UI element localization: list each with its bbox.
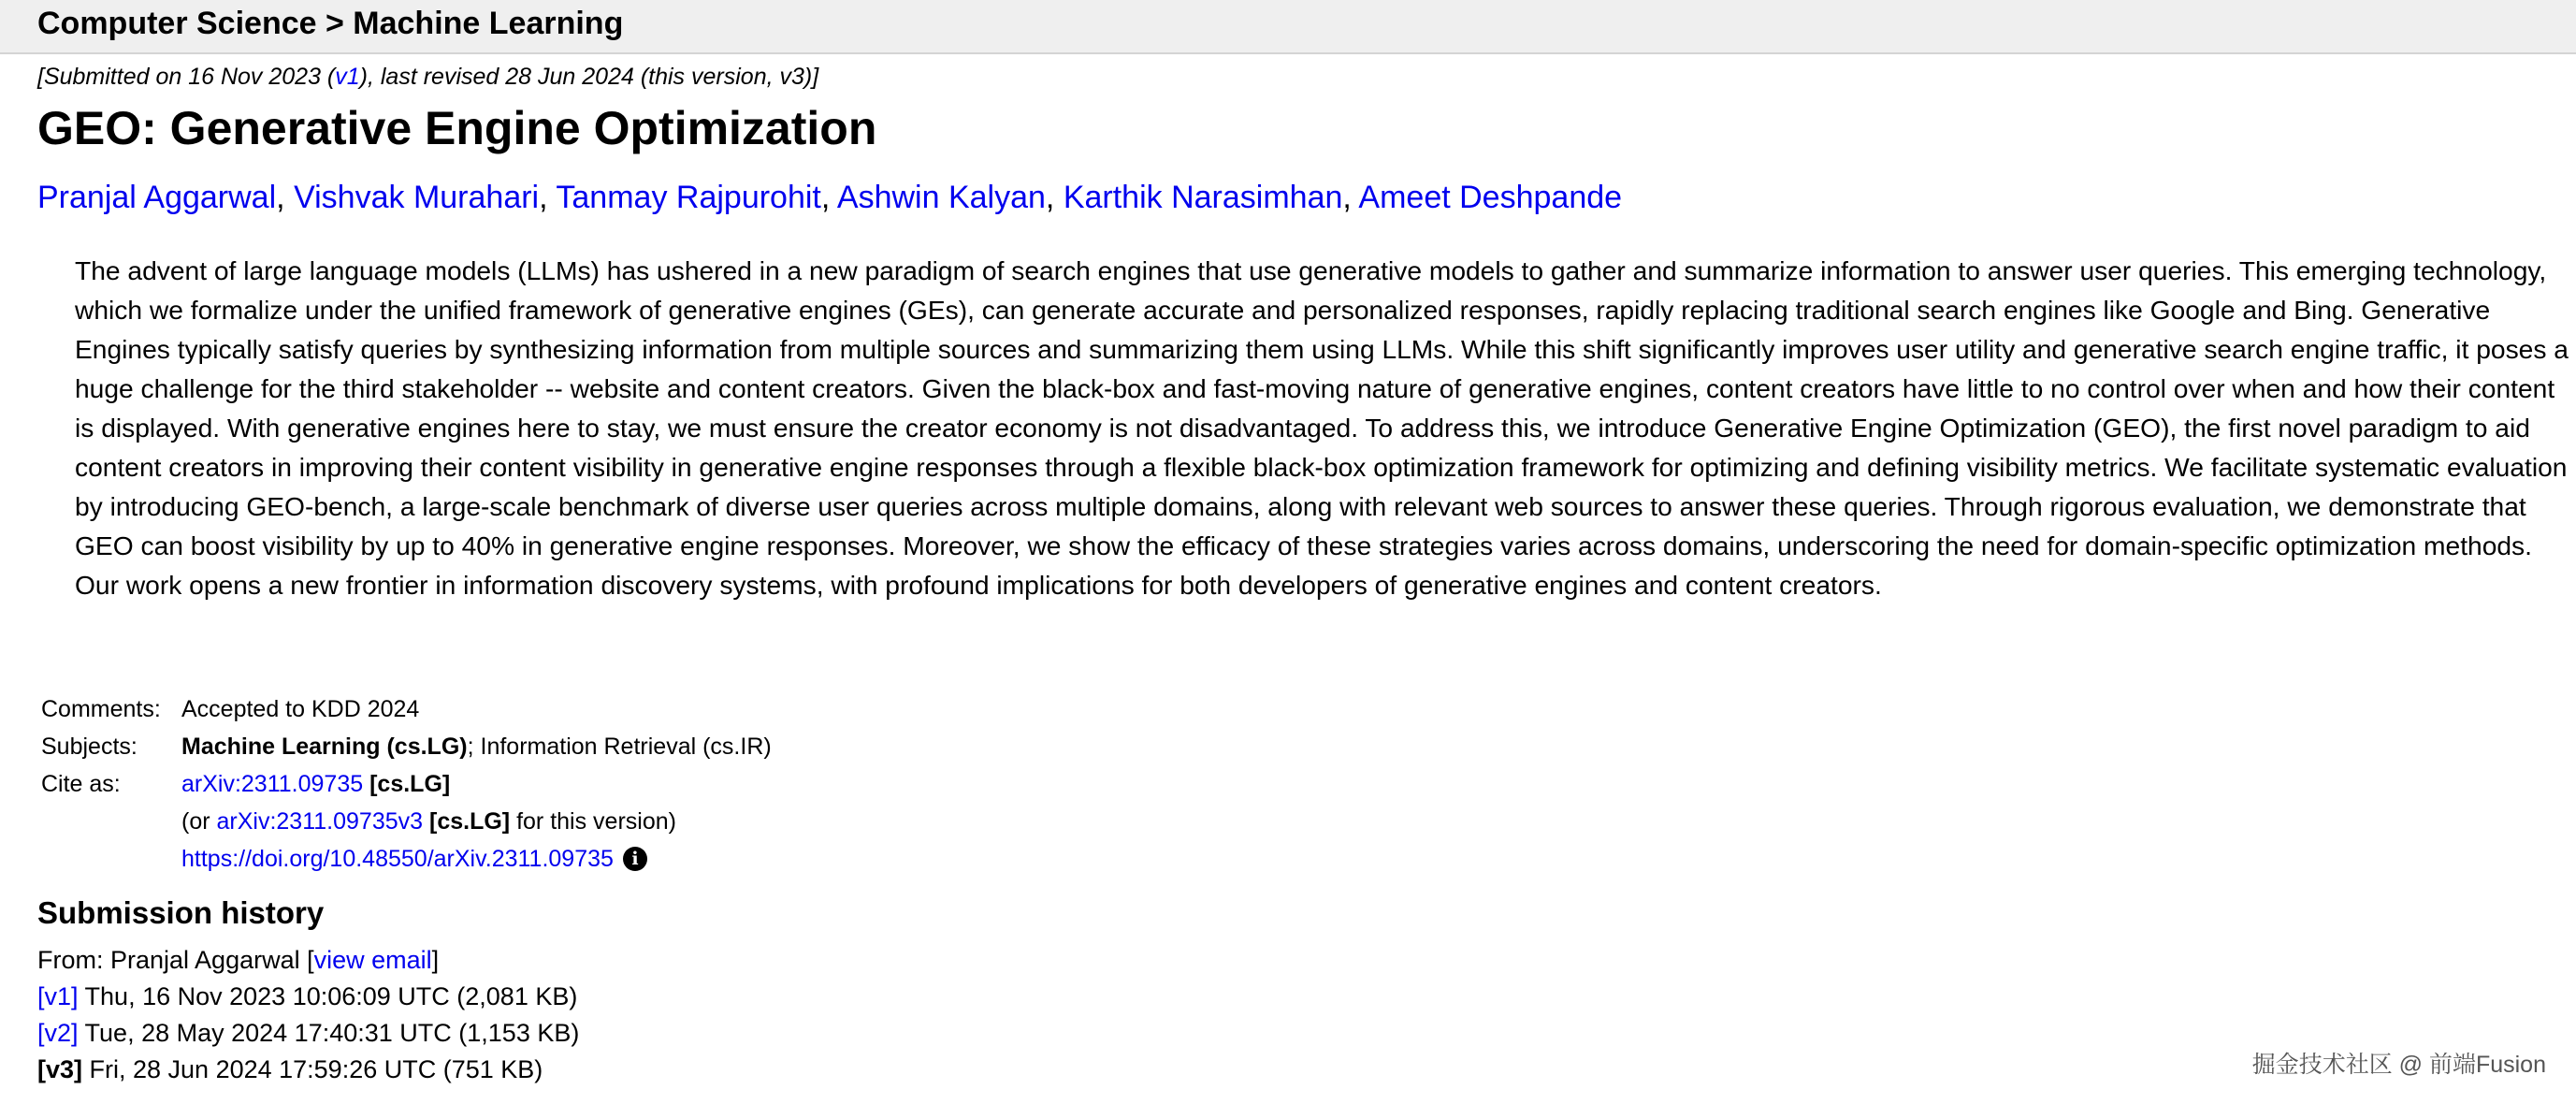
author-link[interactable]: Pranjal Aggarwal — [37, 180, 277, 215]
cite-row — [41, 765, 772, 803]
history-version-v1: [v1] Thu, 16 Nov 2023 10:06:09 UTC (2,081 KB) — [37, 982, 578, 1010]
primary-subject: Machine Learning (cs.LG) — [181, 733, 468, 760]
author-link[interactable]: Ameet Deshpande — [1358, 180, 1623, 215]
author-link[interactable]: Ashwin Kalyan — [836, 180, 1046, 215]
version-v2-link[interactable]: [v2] — [37, 1019, 79, 1047]
view-email-link[interactable]: view email — [313, 946, 432, 974]
version-v1-link[interactable]: [v1] — [37, 982, 79, 1010]
submission-history-heading: Submission history — [37, 895, 325, 930]
author-link[interactable]: Vishvak Murahari — [294, 180, 540, 215]
comments-label: Comments: — [41, 695, 161, 722]
breadcrumb-computer-science[interactable]: Computer Science — [37, 6, 317, 41]
submission-history — [37, 942, 579, 1088]
history-version-v2: [v2] Tue, 28 May 2024 17:40:31 UTC (1,153 KB) — [37, 1019, 580, 1047]
paper-title: GEO: Generative Engine Optimization — [37, 102, 877, 154]
comments-value: Accepted to KDD 2024 — [181, 695, 420, 722]
cite-version-category: [cs.LG] — [429, 807, 511, 835]
comments-row — [41, 690, 772, 728]
cite-version-row: (or arXiv:2311.09735v3 [cs.LG] for this version) — [181, 807, 676, 835]
cite-category: [cs.LG] — [369, 770, 451, 797]
author-list: Pranjal Aggarwal, Vishvak Murahari, Tanmay Rajpurohit, Ashwin Kalyan, Karthik Narasimhan, Ameet Deshpande — [37, 180, 1623, 215]
author-link[interactable]: Tanmay Rajpurohit — [556, 180, 821, 215]
breadcrumb-machine-learning[interactable]: Machine Learning — [353, 6, 624, 41]
subjects-row — [41, 728, 772, 765]
cite-arxiv-link[interactable]: arXiv:2311.09735 — [181, 770, 364, 797]
author-link[interactable]: Karthik Narasimhan — [1063, 180, 1343, 215]
dateline-prefix: [Submitted on 16 Nov 2023 ( — [37, 64, 336, 90]
dateline-v1-link[interactable]: v1 — [335, 64, 360, 90]
watermark: 掘金技术社区 @ 前端Fusion — [2251, 1052, 2546, 1078]
secondary-subject: ; Information Retrieval (cs.IR) — [467, 733, 772, 760]
breadcrumb-separator: > — [316, 6, 354, 41]
submission-dateline — [37, 64, 818, 91]
info-icon[interactable]: i — [623, 847, 647, 871]
subjects-label: Subjects: — [41, 733, 137, 760]
dateline-suffix: ), last revised 28 Jun 2024 (this version, v3)] — [359, 64, 819, 90]
doi-row — [41, 840, 772, 878]
doi-link[interactable]: https://doi.org/10.48550/arXiv.2311.09735 — [181, 845, 614, 872]
history-from: From: Pranjal Aggarwal [view email] — [37, 946, 440, 974]
cite-version-link[interactable]: arXiv:2311.09735v3 — [216, 807, 424, 835]
history-version-v3: [v3] Fri, 28 Jun 2024 17:59:26 UTC (751 KB) — [37, 1055, 543, 1083]
top-bar — [0, 0, 2576, 54]
metadata-table — [41, 690, 772, 878]
cite-label: Cite as: — [41, 770, 121, 797]
subjects-value — [181, 728, 772, 765]
breadcrumb — [37, 6, 623, 42]
abstract-text: The advent of large language models (LLMs) has ushered in a new paradigm of search engines that use generative models to gather and summarize information to answer user queries. This emerging technology, which we formalize under the unified framework of generative engines (GEs), can generate accurate and personalized responses, rapidly replacing traditional search engines like Google and Bing. Generative Engines typically satisfy queries by synthesizing information from multiple sources and summarizing them using LLMs. While this shift significantly improves user utility and generative search engine traffic, it poses a huge challenge for the third stakeholder -- website and content creators. Given the black-box and fast-moving nature of generative engines, content creators have little to no control over when and how their content is displayed. With generative engines here to stay, we must ensure the creator economy is not disadvantaged. To address this, we introduce Generative Engine Optimization (GEO), the first novel paradigm to aid content creators in improving their content visibility in generative engine responses through a flexible black-box optimization framework for optimizing and defining visibility metrics. We facilitate systematic evaluation by introducing GEO-bench, a large-scale benchmark of diverse user queries across multiple domains, along with relevant web sources to answer these queries. Through rigorous evaluation, we demonstrate that GEO can boost visibility by up to 40% in generative engine responses. Moreover, we show the efficacy of these strategies varies across domains, underscoring the need for domain-specific optimization methods. Our work opens a new frontier in information discovery systems, with profound implications for both developers of generative engines and content creators. — [75, 255, 2569, 600]
version-v3-label: [v3] — [37, 1055, 83, 1083]
